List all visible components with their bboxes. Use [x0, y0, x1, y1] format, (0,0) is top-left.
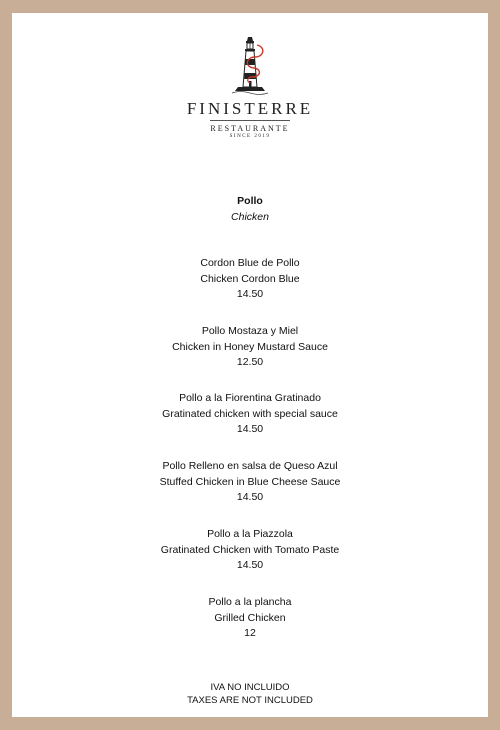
tax-note-es: IVA NO INCLUIDO [210, 682, 290, 693]
dish-price: 12.50 [236, 356, 264, 368]
brand-name: FINISTERRE [186, 99, 314, 118]
dish-name-es: Pollo Relleno en salsa de Queso Azul [162, 460, 338, 472]
category-heading [12, 194, 488, 225]
dish-name-es: Pollo a la Fiorentina Gratinado [179, 392, 321, 404]
dish-name-es: Pollo a la plancha [208, 596, 292, 608]
dish-price: 12 [244, 627, 256, 639]
dish-price: 14.50 [236, 559, 264, 571]
dish-item [12, 527, 488, 574]
dish-price: 14.50 [236, 288, 264, 300]
brand-divider [210, 120, 290, 121]
dish-item [12, 391, 488, 438]
dish-item [12, 459, 488, 506]
dish-name-en: Gratinated Chicken with Tomato Paste [160, 543, 340, 556]
menu-page [12, 13, 488, 717]
tax-note [12, 681, 488, 707]
category-subtitle: Chicken [231, 210, 269, 223]
dish-name-en: Chicken in Honey Mustard Sauce [172, 340, 328, 353]
dish-item [12, 595, 488, 642]
dish-name-en: Stuffed Chicken in Blue Cheese Sauce [159, 475, 341, 488]
lighthouse-icon [228, 35, 272, 97]
tax-note-en: TAXES ARE NOT INCLUDED [187, 695, 313, 706]
category-title: Pollo [237, 195, 263, 207]
dish-name-es: Pollo Mostaza y Miel [201, 325, 299, 337]
dish-name-es: Cordon Blue de Pollo [200, 257, 300, 269]
dish-item [12, 324, 488, 371]
brand-since: SINCE 2019 [229, 134, 271, 139]
dish-name-en: Grilled Chicken [214, 611, 286, 624]
dish-name-es: Pollo a la Piazzola [207, 528, 293, 540]
dish-price: 14.50 [236, 423, 264, 435]
dish-name-en: Chicken Cordon Blue [200, 272, 300, 285]
restaurant-logo [12, 13, 488, 153]
dish-price: 14.50 [236, 491, 264, 503]
brand-subtitle: RESTAURANTE [210, 124, 290, 133]
dish-name-en: Gratinated chicken with special sauce [162, 407, 338, 420]
dish-item [12, 256, 488, 303]
